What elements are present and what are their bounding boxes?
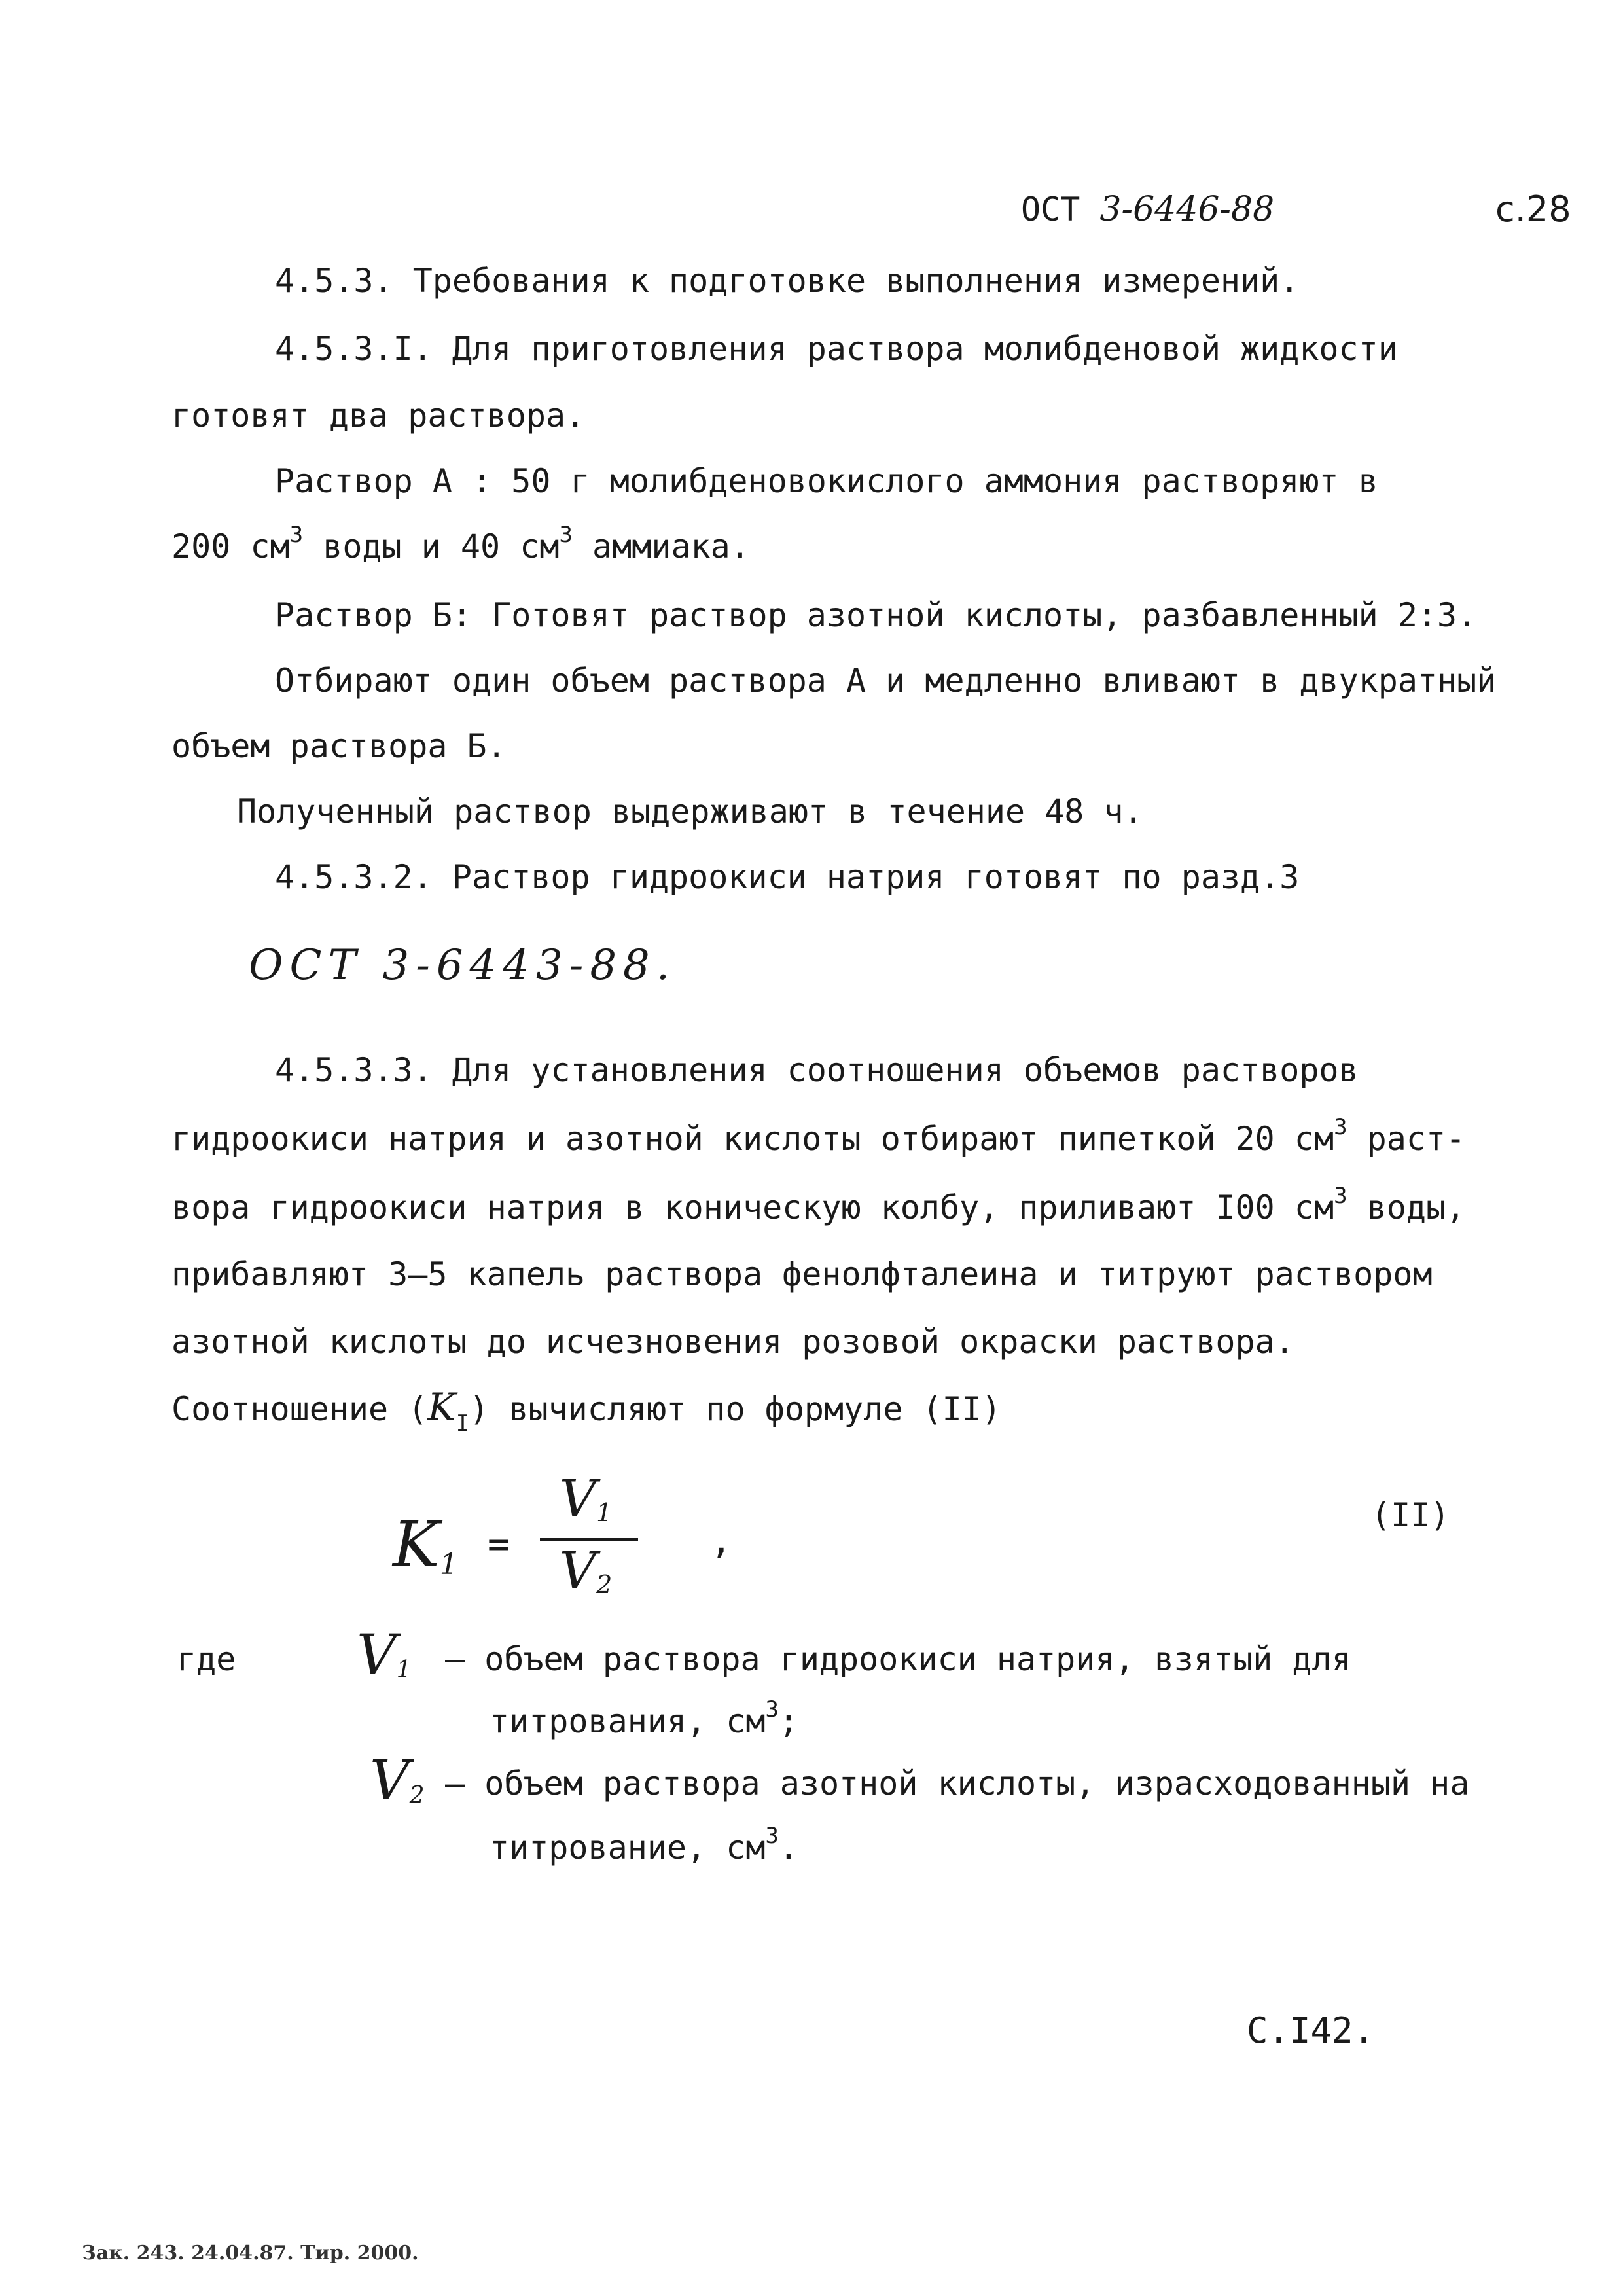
solution-a-text2: воды и 40 см	[303, 528, 560, 565]
section-4-5-3-3-line4: прибавляют 3–5 капель раствора фенолфталеина и титруют раствором	[171, 1255, 1433, 1293]
section-4-5-3-1-line2: готовят два раствора.	[171, 397, 586, 435]
denominator-subscript: 2	[596, 1570, 613, 1599]
section-4-5-3-3-line6	[171, 1384, 1001, 1436]
section-4-5-3-3-line5: азотной кислоты до исчезновения розовой окраски раствора.	[171, 1323, 1294, 1361]
superscript: 3	[1334, 1114, 1347, 1140]
line-text: ) вычисляют по формуле (II)	[469, 1390, 1001, 1428]
line-text: ;	[778, 1702, 799, 1740]
v2-subscript: 2	[409, 1782, 425, 1809]
definition-v2-line2	[490, 1825, 798, 1874]
section-4-5-3-1-line1: 4.5.3.I. Для приготовления раствора молибденовой жидкости	[275, 330, 1398, 368]
holding-time: Полученный раствор выдерживают в течение 48 ч.	[237, 793, 1143, 831]
print-info: Зак. 243. 24.04.87. Тир. 2000.	[82, 2242, 419, 2265]
superscript: 3	[765, 1823, 779, 1849]
solution-a-line1: Раствор А : 50 г молибденовокислого аммония растворяют в	[275, 462, 1378, 500]
formula-denominator	[530, 1541, 641, 1600]
formula-k: K	[393, 1508, 440, 1581]
mixing-line2: объем раствора Б.	[171, 727, 507, 765]
line-text: вора гидроокиси натрия в коническую колбу, приливают I00 см	[171, 1189, 1334, 1227]
section-4-5-3-3-line2	[171, 1116, 1465, 1166]
formula-equals: =	[488, 1523, 510, 1566]
definition-v1-line1: – объем раствора гидроокиси натрия, взятый для	[445, 1640, 1351, 1678]
page-reference: С.I42.	[1247, 2010, 1375, 2051]
solution-b: Раствор Б: Готовят раствор азотной кислоты, разбавленный 2:3.	[275, 596, 1477, 634]
line-text: раст-	[1347, 1120, 1466, 1158]
mixing-line1: Отбирают один объем раствора А и медленно вливают в двукратный	[275, 662, 1497, 700]
solution-a-text3: аммиака.	[572, 528, 750, 565]
v1-letter: V	[357, 1623, 397, 1687]
definition-v2-symbol	[370, 1748, 425, 1825]
formula-lhs	[393, 1509, 458, 1593]
section-4-5-3-3-line3	[171, 1185, 1465, 1234]
formula-number: (II)	[1371, 1496, 1450, 1534]
doc-header	[1021, 187, 1274, 232]
line-text: воды,	[1347, 1189, 1466, 1227]
doc-number: 3-6446-88	[1099, 190, 1275, 229]
v1-subscript: 1	[396, 1657, 412, 1683]
line-text: Соотношение (	[171, 1390, 428, 1428]
section-4-5-3-heading: 4.5.3. Требования к подготовке выполнения измерений.	[275, 262, 1300, 300]
line-text: .	[778, 1829, 799, 1867]
handwritten-reference: ОСТ 3-6443-88.	[249, 941, 677, 990]
coefficient-k: K	[427, 1385, 456, 1429]
definition-v1-symbol	[357, 1622, 412, 1699]
v2-letter: V	[370, 1748, 410, 1812]
line-text: титрования, см	[490, 1702, 766, 1740]
where-label: где	[177, 1640, 236, 1678]
line-text: гидроокиси натрия и азотной кислоты отбирают пипеткой 20 см	[171, 1120, 1334, 1158]
solution-a-line2	[171, 524, 750, 573]
superscript: 3	[1334, 1183, 1347, 1209]
denominator-v: V	[559, 1541, 597, 1600]
formula-numerator	[530, 1469, 641, 1528]
formula-k-subscript: 1	[439, 1548, 458, 1581]
page-number: с.28	[1495, 188, 1571, 230]
superscript: 3	[559, 522, 573, 548]
superscript: 3	[289, 522, 304, 548]
section-4-5-3-2: 4.5.3.2. Раствор гидроокиси натрия готовят по разд.3	[275, 858, 1300, 896]
numerator-v: V	[559, 1469, 597, 1528]
line-text: титрование, см	[490, 1829, 766, 1867]
fraction-bar	[540, 1538, 638, 1541]
definition-v1-line2	[490, 1698, 798, 1748]
formula-comma: ,	[710, 1520, 732, 1562]
definition-v2-line1: – объем раствора азотной кислоты, израсходованный на	[445, 1765, 1470, 1803]
doc-prefix: ОСТ	[1021, 190, 1080, 228]
superscript: 3	[765, 1696, 779, 1723]
solution-a-text1: 200 см	[171, 528, 290, 565]
subscript: I	[455, 1410, 470, 1437]
section-4-5-3-3-line1: 4.5.3.3. Для установления соотношения объемов растворов	[275, 1051, 1359, 1089]
numerator-subscript: 1	[596, 1498, 613, 1527]
